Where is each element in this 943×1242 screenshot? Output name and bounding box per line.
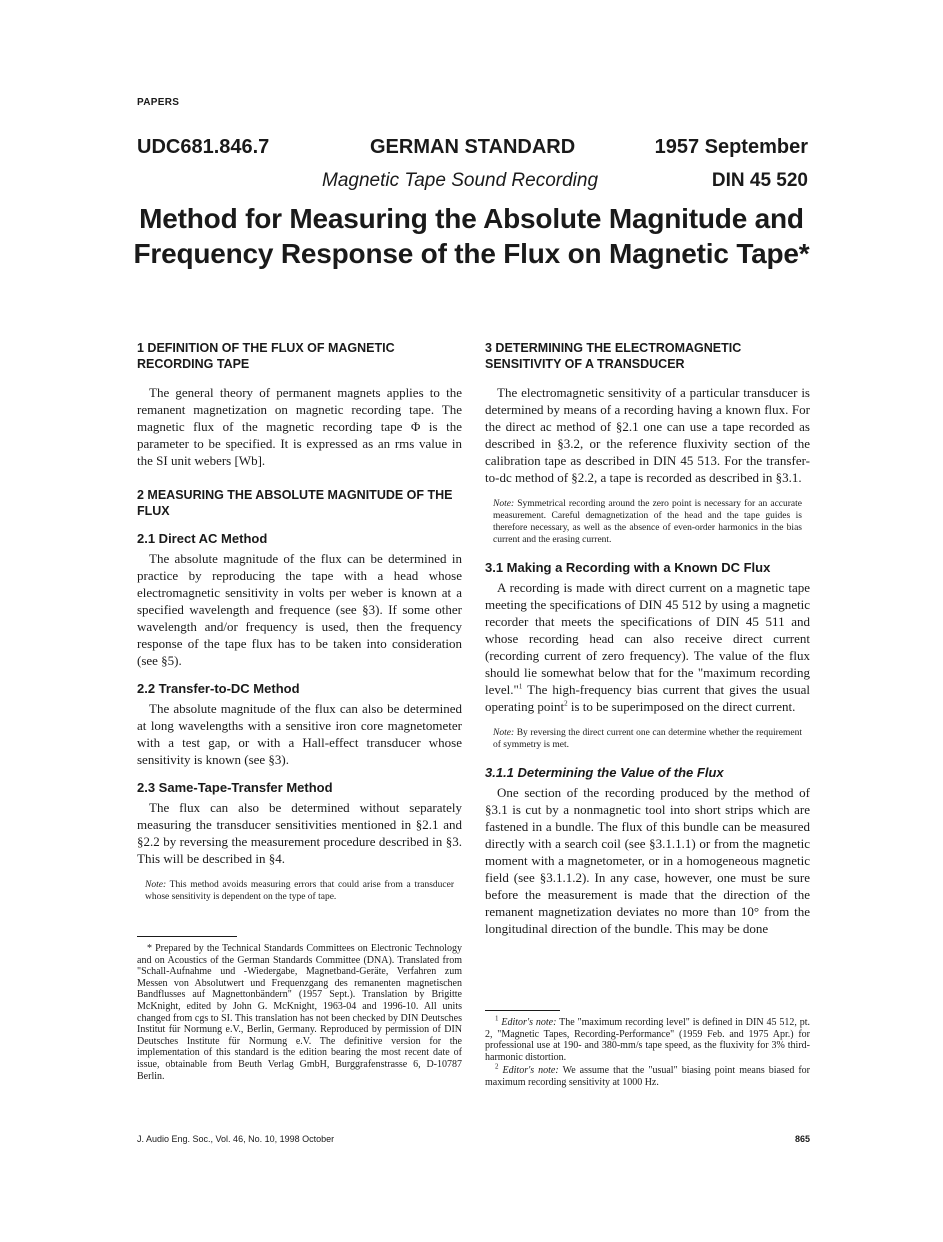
section-3-1-paragraph xyxy=(485,579,810,715)
right-column xyxy=(485,340,810,949)
para-text: A recording is made with direct current on a magnetic tape meeting the specifications of DIN 45 512 by using a magnetic recorder that meets the specifications of DIN 45 511 and whose recording head can also receive direct current (recording current of zero frequency). The value of the flux should lie somewhat below that for the "maximum recording level." xyxy=(485,580,810,697)
section-1-heading: 1 DEFINITION OF THE FLUX OF MAGNETIC RECORDING TAPE xyxy=(137,341,395,371)
footnote-text: We assume that the "usual" biasing point means biased for maximum recording sensitivity at 1000 Hz. xyxy=(485,1065,811,1088)
note-left xyxy=(145,879,454,903)
para-text: is to be superimposed on the direct current. xyxy=(567,699,796,714)
running-head: PAPERS xyxy=(137,97,180,108)
section-2-1-heading: 2.1 Direct AC Method xyxy=(137,531,268,546)
section-3-1-1-heading: 3.1.1 Determining the Value of the Flux xyxy=(485,765,724,780)
footnote-label: Editor's note: xyxy=(502,1065,559,1077)
section-3-paragraph: The electromagnetic sensitivity of a particular transducer is determined by means of a recording having a known flux. For the direct ac method of §2.1 one can use a tape recorded as described in §3.2, or the reference fluxivity section of the calibration tape as described in DIN 45 513. For the transfer-to-dc method of §2.2, a tape is recorded as described in §3.1. xyxy=(485,385,810,485)
udc-number: UDC681.846.7 xyxy=(137,136,270,158)
footnote-star: * Prepared by the Technical Standards Committees on Electronic Technology and on Acoustics of the German Standards Committee (DNA). Translated from "Schall-Aufnahme und -Wiedergabe, Magnetband-Geräte, Verfahren zum Messen von Absolutwert und Frequenzgang des remanenten magnetischen Bandflusses auf Magnettonbändern" (1957 Sept.). Translation by Brigitte McKnight, edited by John G. McKnight, 1963-04 and 1996-10. All units changed from cgs to SI. This translation has not been checked by DIN Deutsches Institut für Normung e.V., Berlin, Germany. Reproduced by permission of DIN Deutsches Institute für Normung e.V. The definitive version for the implementation of this standard is the edition bearing the most recent date of issue, obtainable from Beuth Verlag GmbH, Burggrafenstrasse 6, D-10787 Berlin. xyxy=(137,943,462,1082)
footnote-2 xyxy=(485,1065,810,1088)
note-text: By reversing the direct current one can determine whether the requirement of symmetry is met. xyxy=(493,728,802,750)
journal-citation: J. Audio Eng. Soc., Vol. 46, No. 10, 1998 October xyxy=(137,1134,335,1144)
note-right-1 xyxy=(493,498,802,546)
note-label: Note: xyxy=(493,499,515,509)
note-label: Note: xyxy=(493,728,515,738)
section-2-2-heading: 2.2 Transfer-to-DC Method xyxy=(137,681,300,696)
note-label: Note: xyxy=(145,880,167,890)
footnote-label: Editor's note: xyxy=(501,1017,557,1028)
footnote-text: The "maximum recording level" is defined in DIN 45 512, pt. 2, "Magnetic Tapes, Recording-Performance" (1959 Feb. and 1975 Apr.) for professional use at 190- and 380-mm/s tape speed, as the fluxivity for 3% third-harmonic distortion. xyxy=(485,1017,811,1063)
para-text: The high-frequency bias current that gives the usual operating point xyxy=(485,682,810,714)
section-2-1-paragraph: The absolute magnitude of the flux can be determined in practice by reproducing the tape with a head whose electromagnetic sensitivity in volts per weber is known at a specified wavelength and frequence (see §3). If some other wavelength and/or frequency is used, then the frequency response of the tape flux has to be taken into consideration (see §5). xyxy=(137,551,462,668)
standard-label: GERMAN STANDARD xyxy=(370,136,576,158)
footnote-rule xyxy=(485,1010,560,1011)
footnote-rule xyxy=(137,936,237,937)
section-2-3-paragraph: The flux can also be determined without separately measuring the transducer sensitivities mentioned in §2.1 and §2.2 by reversing the measurement procedure described in §3. This will be described in §4. xyxy=(137,800,462,866)
page-number: 865 xyxy=(794,1134,810,1144)
note-right-2 xyxy=(493,727,802,751)
left-footnotes xyxy=(137,916,462,1084)
left-column xyxy=(137,340,462,917)
din-number: DIN 45 520 xyxy=(711,170,808,191)
section-2-heading: 2 MEASURING THE ABSOLUTE MAGNITUDE OF THE FLUX xyxy=(137,488,453,518)
section-3-1-heading: 3.1 Making a Recording with a Known DC Flux xyxy=(485,560,771,575)
footnote-number: 1 xyxy=(495,1014,499,1023)
section-3-1-1-paragraph: One section of the recording produced by the method of §3.1 is cut by a nonmagnetic tool into short strips which are fastened in a bundle. The flux of this bundle can be measured directly with a search coil (see §3.1.1.1) or from the magnetic moment with a magnetometer, or in a homogeneous magnetic field (see §3.1.1.2). In any case, however, one must be sure before the measurement is made that the direction of the remanent magnetization deviates no more than 10° from the longitudinal direction of the bundle. This may be done xyxy=(485,785,810,936)
section-2-3-heading: 2.3 Same-Tape-Transfer Method xyxy=(137,780,333,795)
standard-subtitle: Magnetic Tape Sound Recording xyxy=(322,170,599,191)
section-1-paragraph: The general theory of permanent magnets applies to the remanent magnetization on magnetic recording tape. The magnetic flux of the magnetic recording tape Φ is the parameter to be specified. It is expressed as an rms value in the SI unit webers [Wb]. xyxy=(137,385,462,468)
footnote-ref-1: 1 xyxy=(518,682,523,691)
footnote-1 xyxy=(485,1014,811,1063)
note-text: This method avoids measuring errors that could arise from a transducer whose sensitivity is dependent on the type of tape. xyxy=(145,880,454,902)
right-footnotes xyxy=(485,1010,810,1091)
paper-title: Method for Measuring the Absolute Magnitude and Frequency Response of the Flux on Magnetic Tape* xyxy=(133,203,810,269)
section-2-2-paragraph: The absolute magnitude of the flux can also be determined at long wavelengths with a sensitive iron core magnetometer with a test gap, or with a Hall-effect transducer whose sensitivity is known (see §3). xyxy=(137,701,462,767)
footnote-number: 2 xyxy=(495,1063,499,1072)
footnote-ref-2: 2 xyxy=(564,699,568,708)
note-text: Symmetrical recording around the zero point is necessary for an accurate measurement. Careful demagnetization of the head and the tape guides is therefore necessary, as well as the absence of even-order harmonics in the bias current and the erasing current. xyxy=(493,499,803,545)
section-3-heading: 3 DETERMINING THE ELECTROMAGNETIC SENSITIVITY OF A TRANSDUCER xyxy=(485,341,742,371)
standard-date: 1957 September xyxy=(654,136,808,158)
